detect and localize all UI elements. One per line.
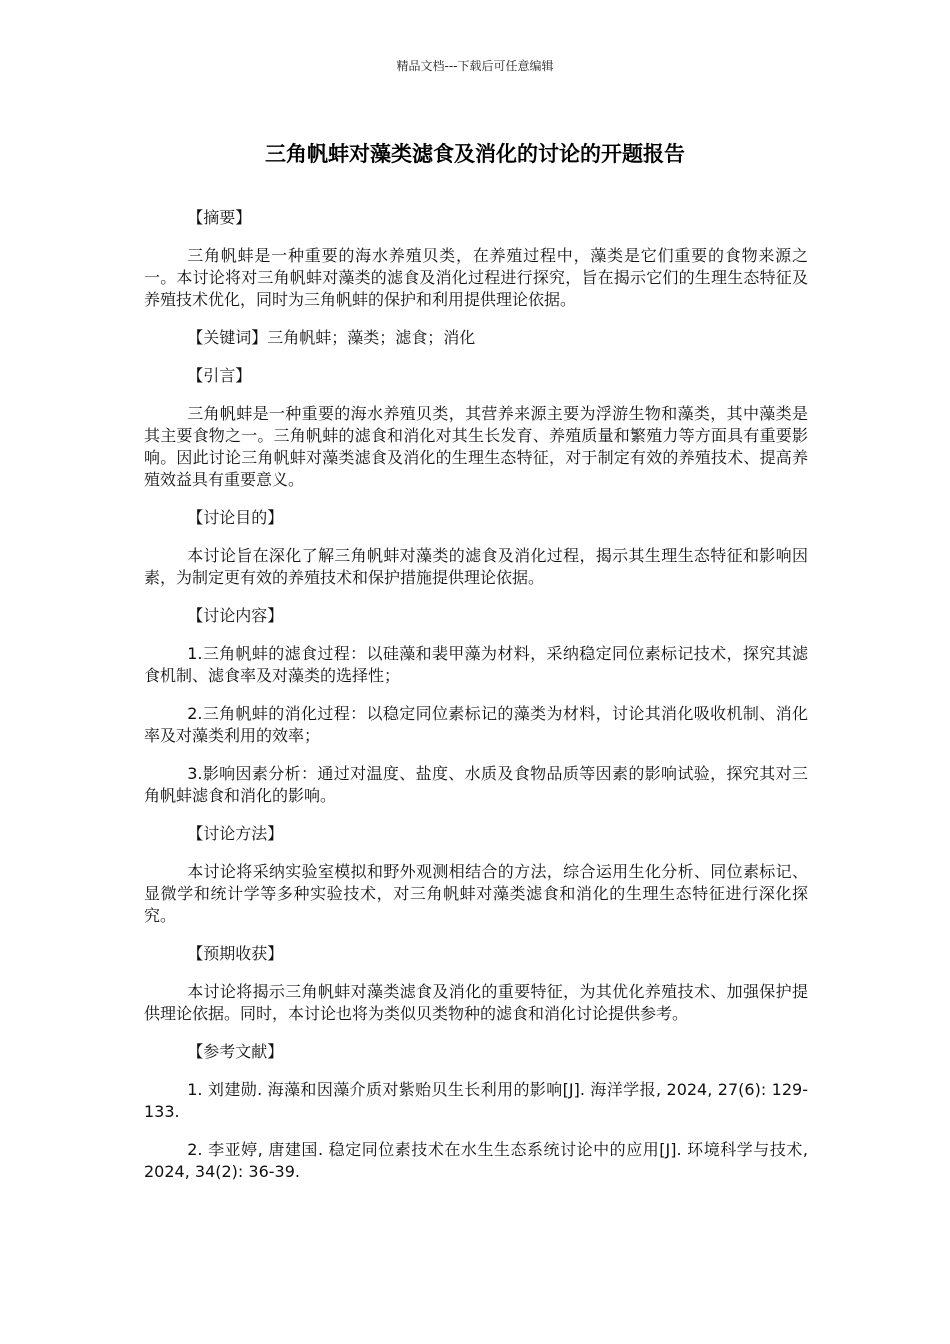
keywords-line: 【关键词】三角帆蚌；藻类；滤食；消化 bbox=[187, 328, 476, 347]
intro-paragraph: 三角帆蚌是一种重要的海水养殖贝类，其营养来源主要为浮游生物和藻类，其中藻类是其主要食物之一。三角帆蚌的滤食和消化对其生长发育、养殖质量和繁殖力等方面具有重要影响。因此讨论三角帆蚌对藻类滤食及消化的生理生态特征，对于制定有效的养殖技术、提高养殖效益具有重要意义。 bbox=[144, 404, 808, 489]
content-item-3: 3.影响因素分析：通过对温度、盐度、水质及食物品质等因素的影响试验，探究其对三角帆蚌滤食和消化的影响。 bbox=[144, 764, 808, 805]
abstract-paragraph: 三角帆蚌是一种重要的海水养殖贝类，在养殖过程中，藻类是它们重要的食物来源之一。本讨论将对三角帆蚌对藻类的滤食及消化过程进行探究，旨在揭示它们的生理生态特征及养殖技术优化，同时为三角帆蚌的保护和利用提供理论依据。 bbox=[144, 246, 808, 309]
expected-paragraph: 本讨论将揭示三角帆蚌对藻类滤食及消化的重要特征，为其优化养殖技术、加强保护提供理论依据。同时，本讨论也将为类似贝类物种的滤食和消化讨论提供参考。 bbox=[144, 982, 808, 1023]
reference-item-1: 1. 刘建勋. 海藻和因藻介质对紫贻贝生长利用的影响[J]. 海洋学报, 2024, 27(6): 129-133. bbox=[144, 1080, 808, 1121]
document-body bbox=[144, 207, 808, 1199]
abstract-heading: 【摘要】 bbox=[187, 208, 252, 227]
content-item-2: 2.三角帆蚌的消化过程：以稳定同位素标记的藻类为材料，讨论其消化吸收机制、消化率及对藻类利用的效率； bbox=[144, 704, 808, 745]
method-paragraph: 本讨论将采纳实验室模拟和野外观测相结合的方法，综合运用生化分析、同位素标记、显微学和统计学等多种实验技术，对三角帆蚌对藻类滤食和消化的生理生态特征进行深化探究。 bbox=[144, 862, 808, 925]
reference-item-2: 2. 李亚婷, 唐建国. 稳定同位素技术在水生生态系统讨论中的应用[J]. 环境科学与技术, 2024, 34(2): 36-39. bbox=[144, 1140, 808, 1181]
purpose-paragraph: 本讨论旨在深化了解三角帆蚌对藻类的滤食及消化过程，揭示其生理生态特征和影响因素，为制定更有效的养殖技术和保护措施提供理论依据。 bbox=[144, 546, 808, 587]
method-heading: 【讨论方法】 bbox=[187, 824, 284, 843]
purpose-heading: 【讨论目的】 bbox=[187, 508, 284, 527]
page-header-note: 精品文档---下载后可任意编辑 bbox=[396, 59, 554, 73]
intro-heading: 【引言】 bbox=[187, 366, 252, 385]
document-title: 三角帆蚌对藻类滤食及消化的讨论的开题报告 bbox=[265, 142, 685, 166]
references-heading: 【参考文献】 bbox=[187, 1042, 284, 1061]
content-item-1: 1.三角帆蚌的滤食过程：以硅藻和裴甲藻为材料，采纳稳定同位素标记技术，探究其滤食机制、滤食率及对藻类的选择性； bbox=[144, 644, 808, 685]
content-heading: 【讨论内容】 bbox=[187, 606, 284, 625]
expected-heading: 【预期收获】 bbox=[187, 944, 284, 963]
